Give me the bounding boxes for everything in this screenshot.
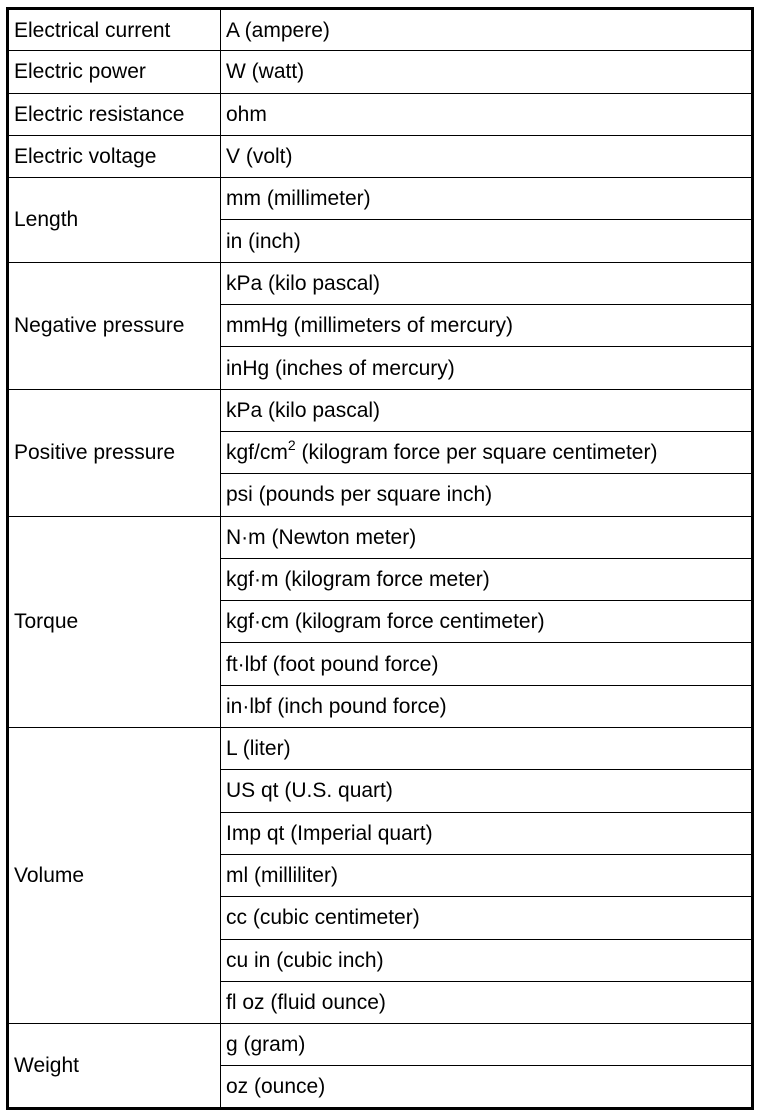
units-table-body	[8, 9, 753, 1109]
quantity-cell: Torque	[8, 516, 221, 727]
table-row	[8, 93, 753, 135]
unit-cell: V (volt)	[221, 135, 753, 177]
unit-cell: ml (milliliter)	[221, 854, 753, 896]
unit-cell: kgf·m (kilogram force meter)	[221, 558, 753, 600]
unit-cell: oz (ounce)	[221, 1066, 753, 1109]
quantity-cell: Positive pressure	[8, 389, 221, 516]
table-row	[8, 728, 753, 770]
table-row	[8, 9, 753, 51]
quantity-cell: Electric power	[8, 51, 221, 93]
unit-cell: fl oz (fluid ounce)	[221, 981, 753, 1023]
table-row	[8, 389, 753, 431]
unit-cell: mm (millimeter)	[221, 178, 753, 220]
unit-cell: inHg (inches of mercury)	[221, 347, 753, 389]
unit-superscript: 2	[287, 437, 296, 454]
unit-cell: in (inch)	[221, 220, 753, 262]
unit-cell: US qt (U.S. quart)	[221, 770, 753, 812]
quantity-cell: Electric voltage	[8, 135, 221, 177]
unit-text: kgf/cm	[226, 441, 288, 465]
unit-cell: cc (cubic centimeter)	[221, 897, 753, 939]
table-row	[8, 262, 753, 304]
quantity-cell: Volume	[8, 728, 221, 1024]
quantity-cell: Weight	[8, 1024, 221, 1109]
unit-cell: kgf·cm (kilogram force centimeter)	[221, 601, 753, 643]
table-row	[8, 51, 753, 93]
unit-cell: cu in (cubic inch)	[221, 939, 753, 981]
quantity-cell: Electric resistance	[8, 93, 221, 135]
unit-cell: g (gram)	[221, 1024, 753, 1066]
unit-cell	[221, 431, 753, 473]
table-row	[8, 178, 753, 220]
unit-cell: kPa (kilo pascal)	[221, 262, 753, 304]
quantity-cell: Length	[8, 178, 221, 263]
table-row	[8, 1024, 753, 1066]
unit-cell: in·lbf (inch pound force)	[221, 685, 753, 727]
unit-cell: W (watt)	[221, 51, 753, 93]
unit-cell: mmHg (millimeters of mercury)	[221, 305, 753, 347]
quantity-cell: Electrical current	[8, 9, 221, 51]
unit-cell: L (liter)	[221, 728, 753, 770]
quantity-cell: Negative pressure	[8, 262, 221, 389]
unit-cell: ft·lbf (foot pound force)	[221, 643, 753, 685]
unit-cell: kPa (kilo pascal)	[221, 389, 753, 431]
table-row	[8, 516, 753, 558]
unit-description: (kilogram force per square centimeter)	[295, 441, 658, 465]
units-table	[6, 7, 754, 1110]
unit-cell: A (ampere)	[221, 9, 753, 51]
table-row	[8, 135, 753, 177]
unit-cell: Imp qt (Imperial quart)	[221, 812, 753, 854]
unit-cell: N·m (Newton meter)	[221, 516, 753, 558]
unit-cell: ohm	[221, 93, 753, 135]
unit-cell: psi (pounds per square inch)	[221, 474, 753, 516]
